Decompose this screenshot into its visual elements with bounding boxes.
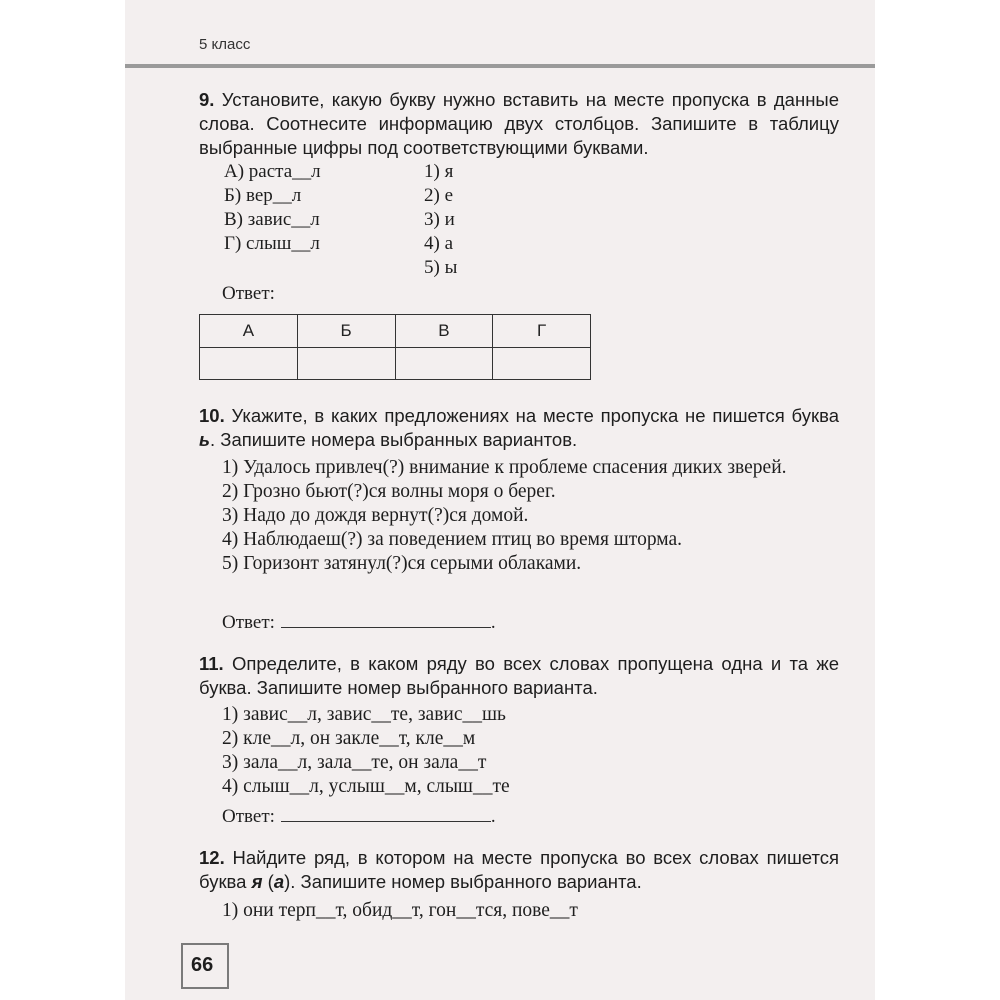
task-11-option: 3) зала__л, зала__те, он зала__т [222, 752, 487, 773]
task-10-options [222, 456, 842, 576]
task-9-answer-table [199, 314, 591, 380]
task-9-letter: 1) я [424, 161, 454, 182]
task-12-number: 12. [199, 847, 225, 868]
task-9-answer-label: Ответ: [222, 283, 275, 304]
task-10-instruction [199, 404, 839, 452]
task-9-instruction [199, 88, 839, 160]
task-10-text: Укажите, в каких предложениях на месте пропуска не пишется буква [231, 405, 839, 426]
task-10-number: 10. [199, 405, 225, 426]
task-11-options [222, 703, 842, 799]
task-10-answer-label: Ответ: [222, 612, 275, 633]
task-11-number: 11. [199, 653, 224, 674]
task-12-options [222, 899, 842, 923]
task-9-letters [424, 160, 457, 280]
task-9-letter: 5) ы [424, 257, 458, 278]
task-10-letter: ь [199, 429, 210, 450]
task-10-answer: Ответ: . [222, 612, 496, 633]
answer-table-input-row [200, 347, 591, 380]
task-12-text-after: . Запишите номер выбранного варианта. [290, 871, 642, 892]
task-11-option: 4) слыш__л, услыш__м, слыш__те [222, 776, 510, 797]
task-9-words [224, 160, 321, 256]
header-rule [125, 64, 875, 68]
task-9-word: Г) слыш__л [224, 233, 320, 254]
task-11-answer-line[interactable] [281, 807, 491, 822]
task-10-option: 1) Удалось привлеч(?) внимание к проблеме спасения диких зверей. [222, 457, 787, 478]
answer-table-header: Б [297, 315, 395, 348]
task-12-instruction: 12. Найдите ряд, в котором на месте пропуска во всех словах пишется буква я (а). Запишите номер выбранного варианта. [199, 847, 839, 892]
task-11-instruction [199, 652, 839, 700]
answer-table-header: В [395, 315, 493, 348]
answer-cell-v[interactable] [395, 347, 493, 380]
task-11-answer: Ответ: . [222, 806, 496, 827]
answer-table-header: Г [493, 315, 591, 348]
task-10-option: 5) Горизонт затянул(?)ся серыми облаками. [222, 553, 582, 574]
task-10-option: 3) Надо до дождя вернут(?)ся домой. [222, 505, 529, 526]
task-11-answer-label: Ответ: [222, 806, 275, 827]
task-12-option: 1) они терп__т, обид__т, гон__тся, пове__т [222, 900, 578, 921]
answer-cell-a[interactable] [200, 347, 298, 380]
task-11-option: 2) кле__л, он закле__т, кле__м [222, 728, 476, 749]
task-9-number: 9. [199, 89, 215, 110]
answer-cell-g[interactable] [493, 347, 591, 380]
task-9-word: А) раста__л [224, 161, 321, 182]
task-11-text: Определите, в каком ряду во всех словах пропущена одна и та же буква. Запишите номер выбранного варианта. [199, 653, 839, 698]
task-12-letter-a: а [273, 871, 285, 892]
task-9-letter: 3) и [424, 209, 455, 230]
page-number: 66 [191, 954, 214, 976]
task-9-word: В) завис__л [224, 209, 320, 230]
answer-table-header: А [200, 315, 298, 348]
task-9-letter: 4) а [424, 233, 454, 254]
task-10-option: 4) Наблюдаеш(?) за поведением птиц во время шторма. [222, 529, 683, 550]
task-11-option: 1) завис__л, завис__те, завис__шь [222, 704, 506, 725]
task-9-word: Б) вер__л [224, 185, 302, 206]
task-10-option: 2) Грозно бьют(?)ся волны моря о берег. [222, 481, 556, 502]
task-12-text: Найдите ряд, в котором на месте пропуска во всех словах пишется буква [199, 847, 839, 892]
task-10-text-after: . Запишите номера выбранных вариантов. [209, 429, 578, 450]
task-9-letter: 2) е [424, 185, 454, 206]
answer-table-header-row [200, 315, 591, 348]
task-12-letter-ya: я [251, 871, 263, 892]
answer-cell-b[interactable] [297, 347, 395, 380]
page-header: 5 класс [199, 36, 251, 53]
task-9-text: Установите, какую букву нужно вставить на месте пропуска в данные слова. Соотнесите информацию двух столбцов. Запишите в таблицу выбранные цифры под соответствующими буквами. [199, 89, 839, 158]
task-10-answer-line[interactable] [281, 613, 491, 628]
